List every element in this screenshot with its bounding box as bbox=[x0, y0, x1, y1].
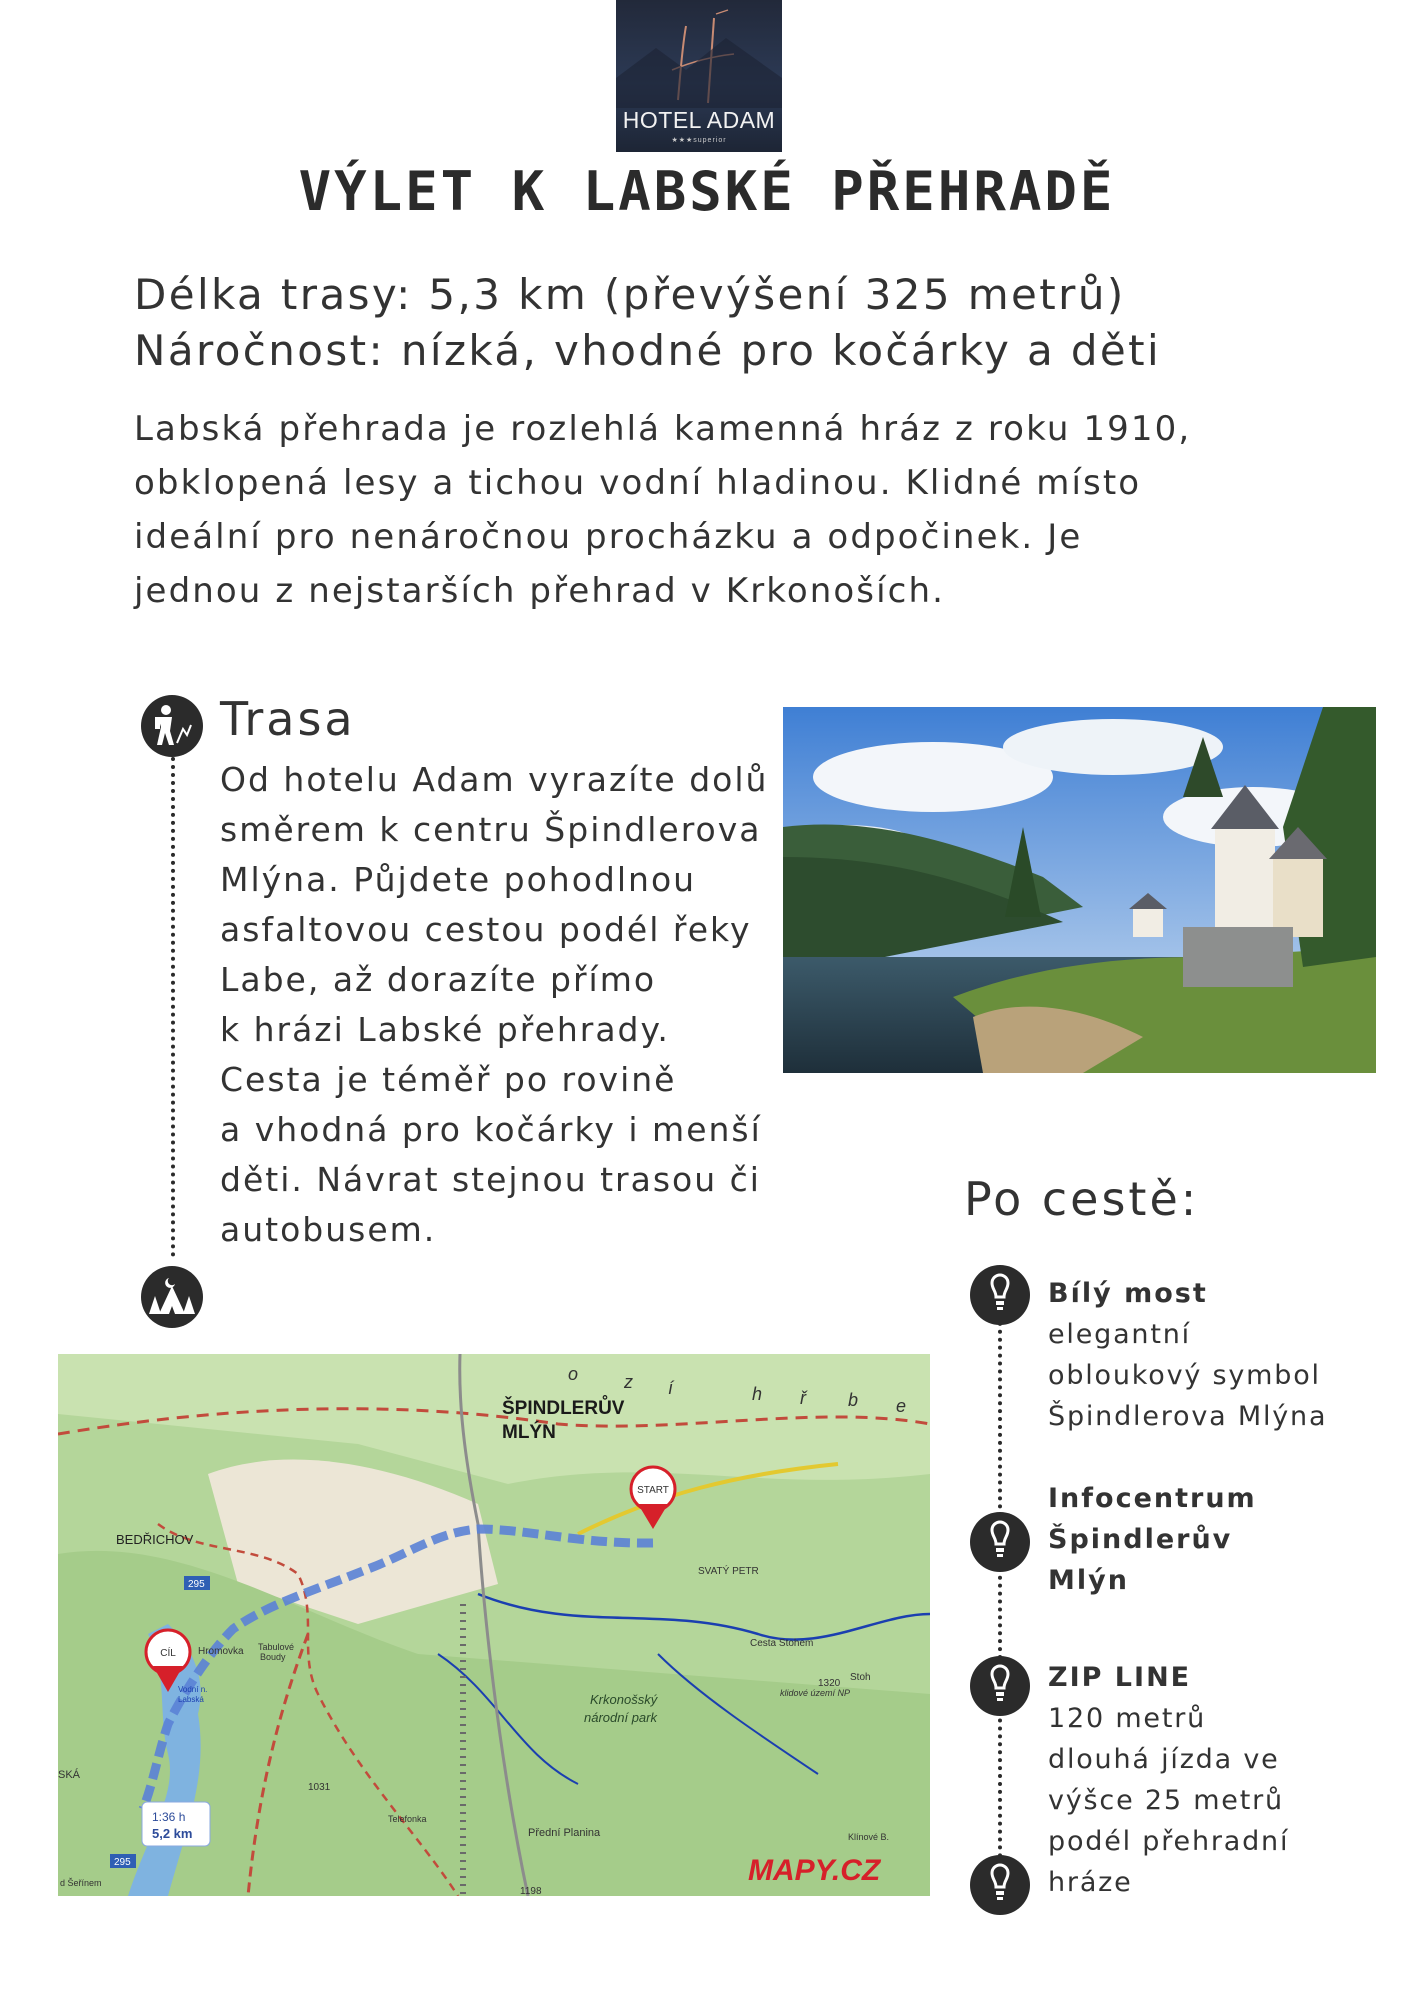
poi-description-line: dlouhá jízda ve bbox=[1048, 1744, 1280, 1775]
map-label-park: národní park bbox=[584, 1710, 657, 1725]
route-line: Mlýna. Půjdete pohodlnou bbox=[220, 860, 697, 899]
hotel-tagline: ★★★superior bbox=[671, 137, 727, 144]
map-road-number: 295 bbox=[188, 1579, 205, 1590]
intro-line: jednou z nejstarších přehrad v Krkonoších. bbox=[134, 571, 946, 611]
map-label-klinove: Klínové B. bbox=[848, 1832, 890, 1842]
start-label: START bbox=[637, 1485, 669, 1496]
hiker-icon bbox=[141, 695, 203, 757]
intro-text bbox=[134, 402, 1264, 618]
intro-line: ideální pro nenáročnou procházku a odpočinek. Je bbox=[134, 517, 1083, 557]
map-town-line: ŠPINDLERŮV bbox=[502, 1398, 625, 1419]
map-label-letter: í bbox=[668, 1378, 674, 1398]
map-label-klidove-uzemi: klidové území NP bbox=[780, 1688, 851, 1698]
mapy-cz-logo: MAPY.CZ bbox=[748, 1854, 881, 1887]
map-label-ska: SKÁ bbox=[58, 1769, 81, 1781]
camp-tent-icon bbox=[141, 1266, 203, 1328]
intro-line: obklopená lesy a tichou vodní hladinou. Klidné místo bbox=[134, 463, 1142, 503]
route-line: děti. Návrat stejnou trasou či bbox=[220, 1160, 761, 1199]
poi-description-line: obloukový symbol bbox=[1048, 1360, 1321, 1391]
poi-description bbox=[1048, 1314, 1327, 1437]
map-label-vodni-nadrz: Labská bbox=[178, 1695, 204, 1704]
hotel-name: HOTEL ADAM bbox=[622, 107, 776, 133]
map-label-tabulove-boudy: Boudy bbox=[260, 1652, 286, 1662]
poi-title: ZIP LINE bbox=[1048, 1662, 1192, 1693]
poi-title: Bílý most bbox=[1048, 1278, 1208, 1309]
poi-description-line: výšce 25 metrů bbox=[1048, 1785, 1284, 1816]
route-line: Labe, až dorazíte přímo bbox=[220, 960, 657, 999]
route-dotted-line bbox=[171, 757, 175, 1257]
map-label-predni-planina: Přední Planina bbox=[528, 1827, 601, 1839]
light-bulb-icon bbox=[970, 1855, 1030, 1915]
poi-dotted-line bbox=[998, 1306, 1002, 1866]
map-label-bedrichov: BEDŘICHOV bbox=[116, 1532, 194, 1547]
poi-description-line: 120 metrů bbox=[1048, 1703, 1207, 1734]
map-duration: 1:36 h bbox=[152, 1810, 186, 1824]
finish-label: CÍL bbox=[160, 1648, 176, 1659]
map-town-line: MLÝN bbox=[502, 1422, 556, 1443]
map-label-hromovka: Hromovka bbox=[198, 1646, 244, 1657]
page-title: VÝLET K LABSKÉ PŘEHRADĚ bbox=[298, 160, 1116, 223]
route-line: směrem k centru Špindlerova bbox=[220, 810, 762, 849]
poi-title bbox=[1048, 1478, 1257, 1601]
map-label-stoh: Stoh bbox=[850, 1672, 871, 1683]
along-the-way-heading: Po cestě: bbox=[964, 1172, 1200, 1226]
light-bulb-icon bbox=[970, 1656, 1030, 1716]
route-length: Délka trasy: 5,3 km (převýšení 325 metrů) bbox=[134, 270, 1126, 319]
route-line: Od hotelu Adam vyrazíte dolů bbox=[220, 760, 769, 799]
poi-title-line: Infocentrum bbox=[1048, 1483, 1257, 1514]
map-label-height: 1320 bbox=[818, 1678, 841, 1689]
poi-description-line: hráze bbox=[1048, 1867, 1133, 1898]
route-description bbox=[220, 755, 780, 1255]
poi-description-line: podél přehradní bbox=[1048, 1826, 1290, 1857]
light-bulb-icon bbox=[970, 1512, 1030, 1572]
map-label-telefonka: Telefonka bbox=[388, 1814, 427, 1824]
map-road-number: 295 bbox=[114, 1857, 131, 1868]
poi-title-line: Špindlerův bbox=[1048, 1524, 1233, 1555]
map-label-letter: e bbox=[896, 1396, 907, 1416]
map-label-letter: z bbox=[624, 1372, 633, 1392]
map-label-tabulove-boudy: Tabulové bbox=[258, 1642, 295, 1652]
poi-description-line: Špindlerova Mlýna bbox=[1048, 1401, 1328, 1432]
poi-title-line: Mlýn bbox=[1048, 1565, 1129, 1596]
route-line: k hrázi Labské přehrady. bbox=[220, 1010, 670, 1049]
light-bulb-icon bbox=[970, 1265, 1030, 1325]
route-line: autobusem. bbox=[220, 1210, 437, 1249]
map-label-letter: o bbox=[568, 1364, 579, 1384]
map-label-serinem: d Šeřínem bbox=[60, 1878, 102, 1888]
route-line: asfaltovou cestou podél řeky bbox=[220, 910, 752, 949]
route-map bbox=[58, 1354, 930, 1896]
monogram-icon bbox=[616, 8, 782, 108]
hotel-logo bbox=[616, 0, 782, 152]
route-line: a vhodná pro kočárky i menší bbox=[220, 1110, 762, 1149]
map-label-svaty-petr: SVATÝ PETR bbox=[698, 1566, 759, 1577]
map-label-height: 1031 bbox=[308, 1782, 331, 1793]
route-line: Cesta je téměř po rovině bbox=[220, 1060, 677, 1099]
map-label-park: Krkonošský bbox=[590, 1692, 658, 1707]
poi-description-line: elegantní bbox=[1048, 1319, 1191, 1350]
hotel-tagline-text: superior bbox=[693, 137, 727, 144]
map-label-letter: h bbox=[752, 1384, 763, 1404]
route-heading: Trasa bbox=[220, 692, 356, 746]
map-label-vodni-nadrz: Vodní n. bbox=[178, 1685, 208, 1694]
map-label-letter: b bbox=[848, 1390, 859, 1410]
map-label-cesta-stohem: Cesta Stohem bbox=[750, 1638, 814, 1649]
route-difficulty: Náročnost: nízká, vhodné pro kočárky a děti bbox=[134, 326, 1162, 375]
dam-photo bbox=[783, 707, 1376, 1073]
poi-description bbox=[1048, 1698, 1289, 1903]
intro-line: Labská přehrada je rozlehlá kamenná hráz z roku 1910, bbox=[134, 409, 1192, 449]
map-label-height: 1198 bbox=[520, 1886, 542, 1896]
map-label-letter: ř bbox=[800, 1388, 806, 1408]
map-distance: 5,2 km bbox=[152, 1826, 193, 1841]
